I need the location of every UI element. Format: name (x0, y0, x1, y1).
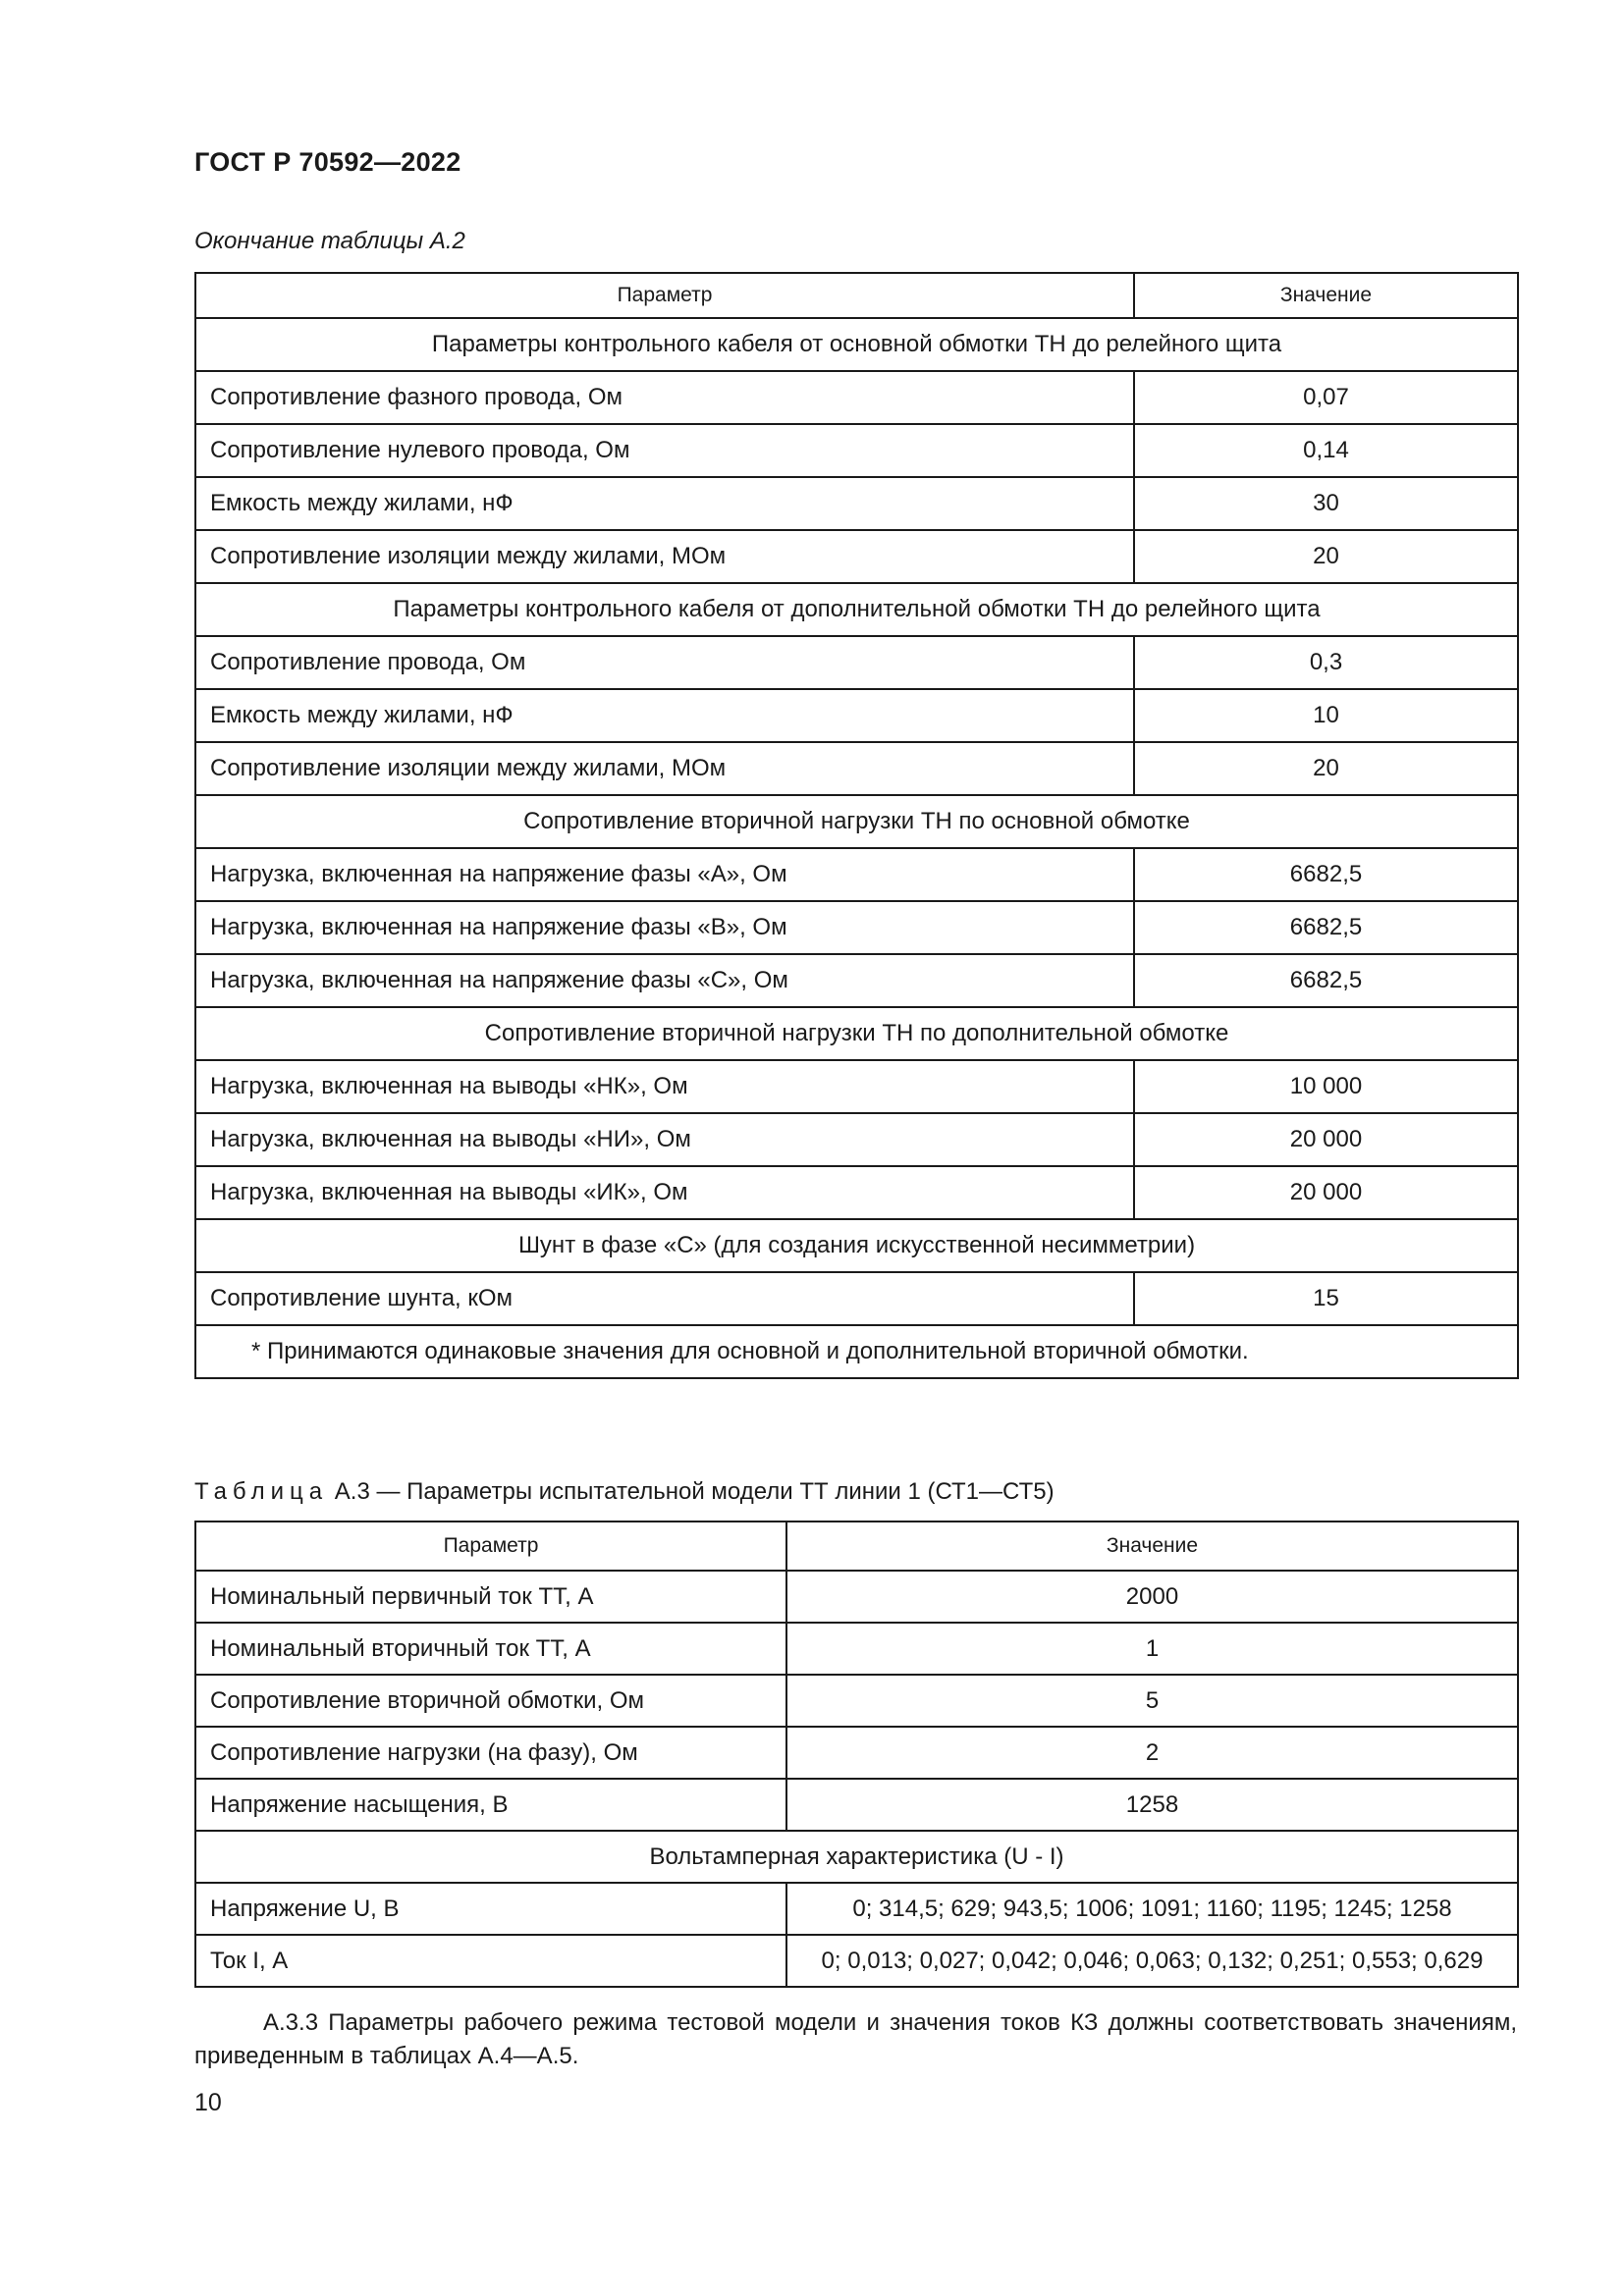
table-row (195, 1935, 1518, 1987)
table-row (195, 848, 1518, 901)
table-row (195, 901, 1518, 954)
value-cell: 15 (1134, 1272, 1518, 1325)
column-header-parameter: Параметр (195, 1522, 786, 1571)
table-row (195, 1113, 1518, 1166)
document-header: ГОСТ Р 70592—2022 (194, 147, 461, 177)
param-cell: Сопротивление изоляции между жилами, МОм (195, 530, 1134, 583)
value-cell: 20 000 (1134, 1166, 1518, 1219)
table-row (195, 1883, 1518, 1935)
param-cell: Номинальный вторичный ток ТТ, А (195, 1623, 786, 1675)
param-cell: Сопротивление провода, Ом (195, 636, 1134, 689)
value-cell: 0,07 (1134, 371, 1518, 424)
param-cell: Сопротивление нагрузки (на фазу), Ом (195, 1727, 786, 1779)
section-row (195, 795, 1518, 848)
param-cell: Ток I, А (195, 1935, 786, 1987)
param-cell: Нагрузка, включенная на напряжение фазы «С», Ом (195, 954, 1134, 1007)
value-cell: 1 (786, 1623, 1518, 1675)
value-cell: 10 (1134, 689, 1518, 742)
section-row (195, 583, 1518, 636)
section-title: Вольтамперная характеристика (U - I) (195, 1831, 1518, 1883)
section-title: Параметры контрольного кабеля от основной обмотки ТН до релейного щита (195, 318, 1518, 371)
page-number: 10 (194, 2089, 222, 2116)
table-row (195, 1779, 1518, 1831)
table-a3 (194, 1521, 1519, 1988)
section-title: Сопротивление вторичной нагрузки ТН по дополнительной обмотке (195, 1007, 1518, 1060)
table-row (195, 1166, 1518, 1219)
table-row (195, 477, 1518, 530)
table-row (195, 424, 1518, 477)
table-row (195, 1060, 1518, 1113)
value-cell: 6682,5 (1134, 848, 1518, 901)
param-cell: Напряжение насыщения, В (195, 1779, 786, 1831)
param-cell: Нагрузка, включенная на выводы «НК», Ом (195, 1060, 1134, 1113)
param-cell: Нагрузка, включенная на напряжение фазы «В», Ом (195, 901, 1134, 954)
table-note: * Принимаются одинаковые значения для основной и дополнительной вторичной обмотки. (195, 1325, 1518, 1378)
value-cell: 0; 0,013; 0,027; 0,042; 0,046; 0,063; 0,132; 0,251; 0,553; 0,629 (786, 1935, 1518, 1987)
table-a3-caption-prefix: Таблица (194, 1478, 329, 1505)
value-cell: 2 (786, 1727, 1518, 1779)
table-row (195, 1272, 1518, 1325)
table-a2-caption: Окончание таблицы А.2 (194, 228, 465, 254)
table-row (195, 1571, 1518, 1623)
paragraph-text: А.3.3 Параметры рабочего режима тестовой модели и значения токов КЗ должны соответствовать значениям, приведенным в таблицах А.4—А.5. (194, 2009, 1517, 2069)
param-cell: Сопротивление нулевого провода, Ом (195, 424, 1134, 477)
param-cell: Сопротивление шунта, кОм (195, 1272, 1134, 1325)
value-cell: 6682,5 (1134, 901, 1518, 954)
param-cell: Сопротивление изоляции между жилами, МОм (195, 742, 1134, 795)
value-cell: 1258 (786, 1779, 1518, 1831)
note-row (195, 1325, 1518, 1378)
value-cell: 5 (786, 1675, 1518, 1727)
column-header-parameter: Параметр (195, 273, 1134, 318)
value-cell: 10 000 (1134, 1060, 1518, 1113)
column-header-value: Значение (1134, 273, 1518, 318)
paragraph-a33 (194, 2006, 1517, 2073)
value-cell: 20 (1134, 530, 1518, 583)
param-cell: Нагрузка, включенная на напряжение фазы «А», Ом (195, 848, 1134, 901)
param-cell: Нагрузка, включенная на выводы «НИ», Ом (195, 1113, 1134, 1166)
table-a2 (194, 272, 1519, 1379)
value-cell: 20 (1134, 742, 1518, 795)
table-row (195, 371, 1518, 424)
table-a3-caption-text: А.3 — Параметры испытательной модели ТТ линии 1 (СТ1—СТ5) (334, 1478, 1055, 1505)
param-cell: Сопротивление фазного провода, Ом (195, 371, 1134, 424)
section-title: Сопротивление вторичной нагрузки ТН по основной обмотке (195, 795, 1518, 848)
param-cell: Нагрузка, включенная на выводы «ИК», Ом (195, 1166, 1134, 1219)
param-cell: Номинальный первичный ток ТТ, А (195, 1571, 786, 1623)
value-cell: 0,14 (1134, 424, 1518, 477)
param-cell: Емкость между жилами, нФ (195, 689, 1134, 742)
table-row (195, 1727, 1518, 1779)
table-row (195, 1623, 1518, 1675)
param-cell: Сопротивление вторичной обмотки, Ом (195, 1675, 786, 1727)
table-row (195, 689, 1518, 742)
table-header-row (195, 273, 1518, 318)
column-header-value: Значение (786, 1522, 1518, 1571)
param-cell: Напряжение U, В (195, 1883, 786, 1935)
value-cell: 20 000 (1134, 1113, 1518, 1166)
param-cell: Емкость между жилами, нФ (195, 477, 1134, 530)
section-row (195, 318, 1518, 371)
table-row (195, 954, 1518, 1007)
value-cell: 6682,5 (1134, 954, 1518, 1007)
table-row (195, 742, 1518, 795)
table-header-row (195, 1522, 1518, 1571)
value-cell: 30 (1134, 477, 1518, 530)
table-row (195, 636, 1518, 689)
table-row (195, 530, 1518, 583)
section-row (195, 1219, 1518, 1272)
section-title: Шунт в фазе «С» (для создания искусственной несимметрии) (195, 1219, 1518, 1272)
section-title: Параметры контрольного кабеля от дополнительной обмотки ТН до релейного щита (195, 583, 1518, 636)
section-row (195, 1831, 1518, 1883)
value-cell: 0,3 (1134, 636, 1518, 689)
table-a3-caption (194, 1478, 1055, 1506)
table-row (195, 1675, 1518, 1727)
value-cell: 0; 314,5; 629; 943,5; 1006; 1091; 1160; 1195; 1245; 1258 (786, 1883, 1518, 1935)
section-row (195, 1007, 1518, 1060)
value-cell: 2000 (786, 1571, 1518, 1623)
